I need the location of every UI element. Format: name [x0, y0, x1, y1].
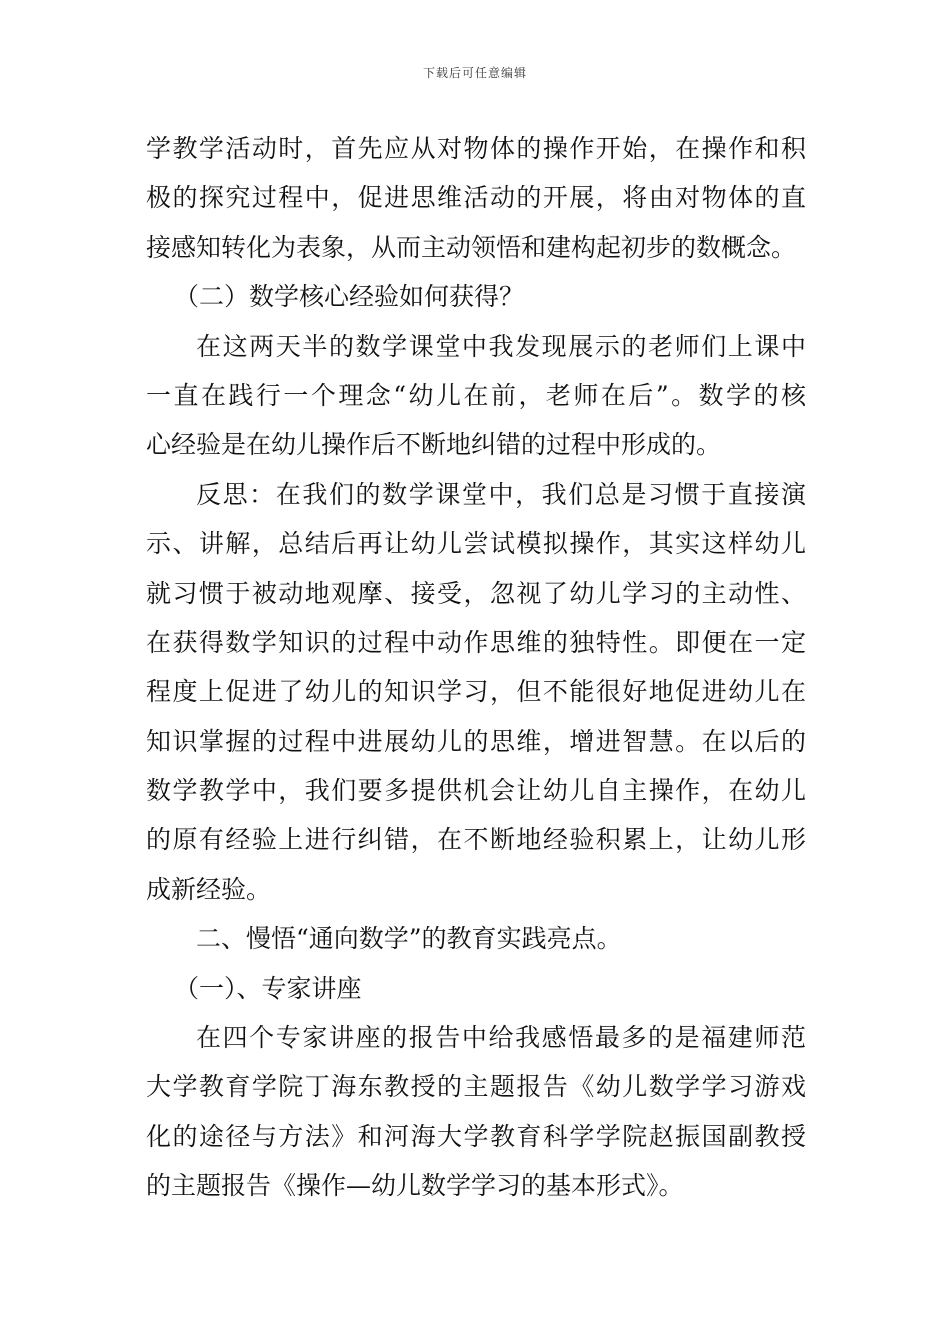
text-line: 化的途径与方法》和河海大学教育科学学院赵振国副教授 — [146, 1121, 806, 1151]
text-line: 的主题报告《操作—幼儿数学学习的基本形式》。 — [146, 1171, 684, 1201]
text-line: 的原有经验上进行纠错，在不断地经验积累上，让幼儿形 — [146, 825, 806, 855]
text-line: 接感知转化为表象，从而主动领悟和建构起初步的数概念。 — [146, 232, 797, 262]
text-line: 数学教学中，我们要多提供机会让幼儿自主操作，在幼儿 — [146, 776, 806, 806]
text-line: 极的探究过程中，促进思维活动的开展，将由对物体的直 — [146, 183, 806, 213]
text-line: 学教学活动时，首先应从对物体的操作开始，在操作和积 — [146, 134, 806, 163]
text-line: 心经验是在幼儿操作后不断地纠错的过程中形成的。 — [146, 430, 722, 460]
text-line: 程度上促进了幼儿的知识学习，但不能很好地促进幼儿在 — [146, 677, 806, 707]
text-line: 在四个专家讲座的报告中给我感悟最多的是福建师范 — [196, 1023, 806, 1053]
text-line: 一直在践行一个理念“幼儿在前，老师在后”。数学的核 — [146, 380, 806, 410]
section-heading: （一）、专家讲座 — [174, 973, 362, 1003]
page-header: 下载后可任意编辑 — [422, 66, 527, 80]
text-line: 知识掌握的过程中进展幼儿的思维，增进智慧。在以后的 — [146, 726, 806, 756]
text-line: 在获得数学知识的过程中动作思维的独特性。即便在一定 — [146, 627, 806, 657]
section-heading: （二）数学核心经验如何获得？ — [174, 282, 525, 312]
text-line: 在这两天半的数学课堂中我发现展示的老师们上课中 — [196, 331, 806, 361]
document-body — [146, 124, 806, 1211]
text-line: 成新经验。 — [146, 874, 272, 904]
section-heading: 二、慢悟“通向数学”的教育实践亮点。 — [196, 924, 622, 954]
text-line: 就习惯于被动地观摩、接受，忽视了幼儿学习的主动性、 — [146, 578, 806, 608]
text-line: 反思：在我们的数学课堂中，我们总是习惯于直接演 — [196, 479, 806, 509]
text-line: 大学教育学院丁海东教授的主题报告《幼儿数学学习游戏 — [146, 1072, 806, 1102]
text-line: 示、讲解，总结后再让幼儿尝试模拟操作，其实这样幼儿 — [146, 529, 806, 559]
